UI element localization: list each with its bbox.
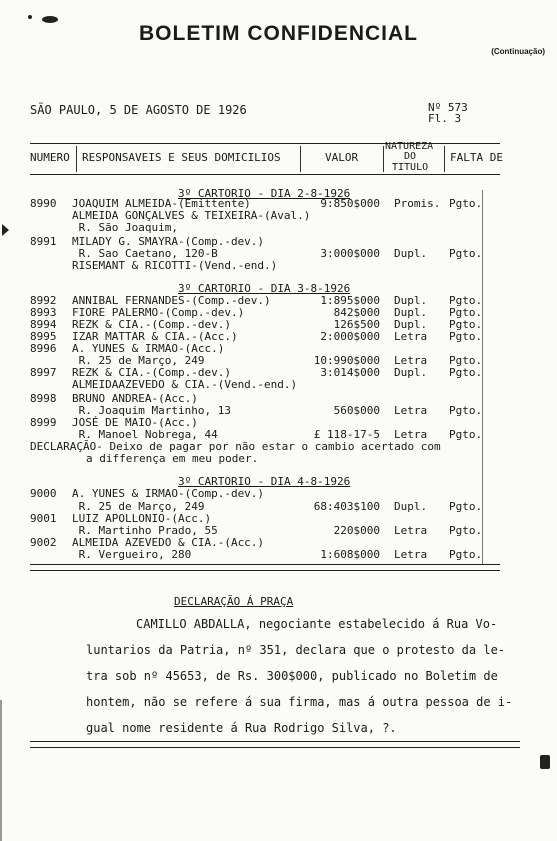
row-responsavel: REZK & CIA.-(Comp.-dev.) xyxy=(72,318,231,331)
row-falta: Pgto. xyxy=(449,247,483,260)
row-address: R. Joaquim Martinho, 13 xyxy=(72,404,231,417)
row-valor: 3:000$000 xyxy=(320,247,380,260)
section-title: 3º CARTORIO - DIA 2-8-1926 xyxy=(178,187,351,200)
row-responsavel: IZAR MATTAR & CIA.-(Acc.) xyxy=(72,330,238,343)
table-bottom-rule xyxy=(30,564,500,565)
section-title: 3º CARTORIO - DIA 3-8-1926 xyxy=(178,282,351,295)
row-valor: 560$000 xyxy=(333,404,380,417)
row-natureza: Dupl. xyxy=(394,247,428,260)
row-responsavel: LUIZ APOLLONIO-(Acc.) xyxy=(72,512,212,525)
row-natureza: Letra xyxy=(394,548,428,561)
row-valor: 9:850$000 xyxy=(320,197,380,210)
row-address: R. Sao Caetano, 120-B xyxy=(72,247,218,260)
declaration-praca-line: CAMILLO ABDALLA, negociante estabelecido á Rua Vo- xyxy=(136,617,498,631)
row-responsavel: ALMEIDAAZEVEDO & CIA.-(Vend.-end.) xyxy=(72,378,298,391)
row-falta: Pgto. xyxy=(449,404,483,417)
declaration-line: a differença em meu poder. xyxy=(86,452,259,465)
footer-rule xyxy=(30,747,520,748)
row-natureza: Letra xyxy=(394,428,428,441)
header-natureza-3: TITULO xyxy=(392,162,429,173)
continuation-label: (Continuação) xyxy=(491,47,545,56)
declaration-praca-line: gual nome residente á Rua Rodrigo Silva, ?. xyxy=(86,721,397,735)
row-number: 8997 xyxy=(30,366,57,379)
row-number: 8996 xyxy=(30,342,57,355)
table-header-rule xyxy=(30,174,500,175)
row-valor: 220$000 xyxy=(333,524,380,537)
row-number: 8995 xyxy=(30,330,57,343)
row-responsavel: ALMEIDA GONÇALVES & TEIXEIRA-(Aval.) xyxy=(72,209,311,222)
row-valor: 842$000 xyxy=(333,306,380,319)
header-numero: NUMERO xyxy=(30,151,70,164)
row-number: 8994 xyxy=(30,318,57,331)
row-falta: Pgto. xyxy=(449,524,483,537)
row-responsavel: FIORE PALERMO-(Comp.-dev.) xyxy=(72,306,245,319)
section-title: 3º CARTORIO - DIA 4-8-1926 xyxy=(178,475,351,488)
row-address: R. 25 de Março, 249 xyxy=(72,500,205,513)
row-responsavel: REZK & CIA.-(Comp.-dev.) xyxy=(72,366,231,379)
row-responsavel: BRUNO ANDREA-(Acc.) xyxy=(72,392,198,405)
row-falta: Pgto. xyxy=(449,306,483,319)
row-number: 8999 xyxy=(30,416,57,429)
row-natureza: Dupl. xyxy=(394,306,428,319)
row-responsavel: A. YUNES & IRMAO-(Acc.) xyxy=(72,342,225,355)
row-address: R. Manoel Nobrega, 44 xyxy=(72,428,218,441)
header-natureza-2: DO xyxy=(404,151,417,162)
row-natureza: Letra xyxy=(394,524,428,537)
col-divider xyxy=(300,146,301,172)
declaration-praca-title: DECLARAÇÃO Á PRAÇA xyxy=(174,595,294,608)
row-number: 9002 xyxy=(30,536,57,549)
header-natureza-1: NATUREZA xyxy=(385,141,434,152)
row-falta: Pgto. xyxy=(449,428,483,441)
row-responsavel: A. YUNES & IRMAO-(Comp.-dev.) xyxy=(72,487,265,500)
row-falta: Pgto. xyxy=(449,330,483,343)
row-address: R. Vergueiro, 280 xyxy=(72,548,192,561)
row-responsavel: RISEMANT & RICOTTI-(Vend.-end.) xyxy=(72,259,278,272)
declaration-praca-line: luntarios da Patria, nº 351, declara que o protesto da le- xyxy=(86,643,506,657)
row-falta: Pgto. xyxy=(449,548,483,561)
row-natureza: Dupl. xyxy=(394,500,428,513)
row-natureza: Letra xyxy=(394,330,428,343)
row-valor: 68:403$100 xyxy=(313,500,380,513)
ink-blot xyxy=(28,15,32,19)
col-divider xyxy=(383,146,384,172)
ink-mark-left xyxy=(2,224,9,236)
row-responsavel: JOSÉ DE MAIO-(Acc.) xyxy=(72,416,198,429)
row-number: 9000 xyxy=(30,487,57,500)
row-valor: 3:014$000 xyxy=(320,366,380,379)
row-valor: £ 118-17-5 xyxy=(313,428,380,441)
sheet-number: Fl. 3 xyxy=(428,112,462,125)
row-responsavel: MILADY G. SMAYRA-(Comp.-dev.) xyxy=(72,235,265,248)
row-natureza: Letra xyxy=(394,404,428,417)
header-falta: FALTA DE xyxy=(450,151,503,164)
declaration-line: DECLARAÇÃO- Deixo de pagar por não estar o cambio acertado com xyxy=(30,440,441,453)
scan-left-edge xyxy=(0,700,2,841)
row-falta: Pgto. xyxy=(449,366,483,379)
header-valor: VALOR xyxy=(325,151,359,164)
footer-rule xyxy=(30,741,520,742)
row-number: 8993 xyxy=(30,306,57,319)
row-address: R. 25 de Março, 249 xyxy=(72,354,205,367)
declaration-praca-line: tra sob nº 45653, de Rs. 300$000, publicado no Boletim de xyxy=(86,669,498,683)
row-valor: 126$500 xyxy=(333,318,380,331)
ink-mark-right xyxy=(540,755,550,769)
col-divider xyxy=(76,146,77,172)
falta-margin-rule xyxy=(482,190,483,564)
row-number: 8998 xyxy=(30,392,57,405)
row-natureza: Dupl. xyxy=(394,294,428,307)
row-responsavel: ALMEIDA AZEVEDO & CIA.-(Acc.) xyxy=(72,536,265,549)
declaration-praca-line: hontem, não se refere á sua firma, mas á outra pessoa de i- xyxy=(86,695,513,709)
table-bottom-rule xyxy=(30,570,500,571)
row-valor: 10:990$000 xyxy=(313,354,380,367)
row-number: 8991 xyxy=(30,235,57,248)
row-natureza: Letra xyxy=(394,354,428,367)
row-responsavel: JOAQUIM ALMEIDA-(Emittente) xyxy=(72,197,251,210)
document-title: BOLETIM CONFIDENCIAL xyxy=(139,22,418,45)
row-valor: 1:608$000 xyxy=(320,548,380,561)
row-natureza: Dupl. xyxy=(394,366,428,379)
row-address: R. Martinho Prado, 55 xyxy=(72,524,218,537)
row-falta: Pgto. xyxy=(449,500,483,513)
row-address: R. São Joaquim, xyxy=(72,221,178,234)
row-valor: 2:000$000 xyxy=(320,330,380,343)
row-number: 8990 xyxy=(30,197,57,210)
row-natureza: Dupl. xyxy=(394,318,428,331)
issue-number: Nº 573 xyxy=(428,101,468,114)
row-falta: Pgto. xyxy=(449,354,483,367)
row-natureza: Promis. xyxy=(394,197,441,210)
row-falta: Pgto. xyxy=(449,294,483,307)
row-valor: 1:895$000 xyxy=(320,294,380,307)
scan-top-edge xyxy=(0,0,557,4)
header-responsaveis: RESPONSAVEIS E SEUS DOMICILIOS xyxy=(82,151,281,164)
place-date: SÃO PAULO, 5 DE AGOSTO DE 1926 xyxy=(30,103,247,117)
row-falta: Pgto. xyxy=(449,318,483,331)
row-number: 9001 xyxy=(30,512,57,525)
col-divider xyxy=(444,146,445,172)
row-falta: Pgto. xyxy=(449,197,483,210)
row-number: 8992 xyxy=(30,294,57,307)
row-responsavel: ANNIBAL FERNANDES-(Comp.-dev.) xyxy=(72,294,271,307)
